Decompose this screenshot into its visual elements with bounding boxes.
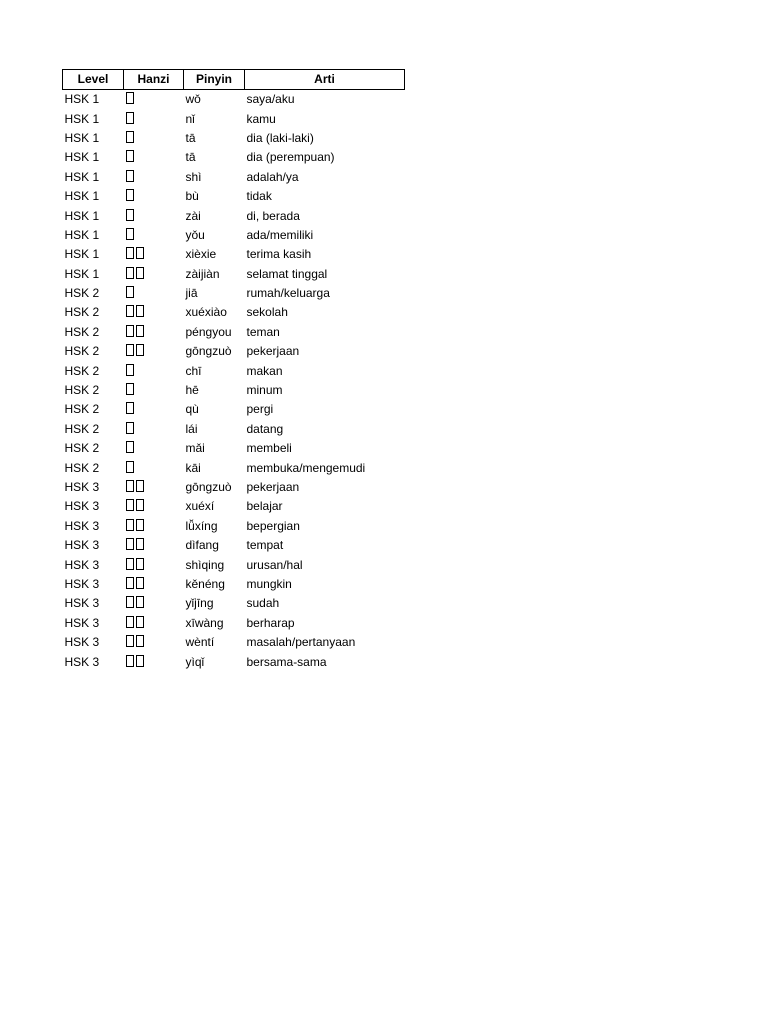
table-row xyxy=(63,361,405,380)
cell-level: HSK 1 xyxy=(64,227,100,242)
cell-pinyin: shìqing xyxy=(185,557,225,572)
cell-pinyin: yǐjīng xyxy=(185,596,214,611)
cell-hanzi xyxy=(124,381,184,400)
table-row xyxy=(63,497,405,516)
cell-level: HSK 2 xyxy=(64,383,100,398)
cell-level: HSK 3 xyxy=(64,635,100,650)
cell-hanzi xyxy=(124,575,184,594)
cell-arti: belajar xyxy=(246,499,283,514)
cell-arti: mungkin xyxy=(246,576,292,591)
table-row xyxy=(63,245,405,264)
cell-level: HSK 1 xyxy=(64,111,100,126)
cell-pinyin: yǒu xyxy=(185,227,205,242)
missing-glyph-box-icon xyxy=(126,422,134,434)
missing-glyph-box-icon xyxy=(126,519,134,531)
table-row xyxy=(63,148,405,167)
cell-pinyin: xièxie xyxy=(185,247,217,262)
table-row xyxy=(63,458,405,477)
cell-arti: rumah/keluarga xyxy=(246,286,330,301)
missing-glyph-box-icon xyxy=(126,325,134,337)
cell-level: HSK 2 xyxy=(64,460,100,475)
cell-level: HSK 1 xyxy=(64,266,100,281)
cell-pinyin: hē xyxy=(185,383,199,398)
cell-hanzi xyxy=(124,400,184,419)
missing-glyph-box-icon xyxy=(126,150,134,162)
missing-glyph-box-icon xyxy=(126,538,134,550)
cell-hanzi xyxy=(124,90,184,110)
cell-level: HSK 1 xyxy=(64,150,100,165)
table-row xyxy=(63,478,405,497)
cell-level: HSK 3 xyxy=(64,576,100,591)
missing-glyph-box-icon xyxy=(136,267,144,279)
cell-pinyin: kāi xyxy=(185,460,201,475)
table-row xyxy=(63,594,405,613)
cell-hanzi xyxy=(124,517,184,536)
cell-arti: di, berada xyxy=(246,208,300,223)
cell-pinyin: péngyou xyxy=(185,324,232,339)
cell-hanzi xyxy=(124,109,184,128)
column-header-arti: Arti xyxy=(245,70,405,90)
missing-glyph-box-icon xyxy=(126,655,134,667)
missing-glyph-box-icon xyxy=(126,499,134,511)
table-body xyxy=(63,90,405,672)
cell-pinyin: xīwàng xyxy=(185,615,224,630)
cell-level: HSK 3 xyxy=(64,654,100,669)
cell-arti: kamu xyxy=(246,111,276,126)
cell-hanzi xyxy=(124,420,184,439)
cell-arti: minum xyxy=(246,383,283,398)
table-row xyxy=(63,633,405,652)
cell-level: HSK 2 xyxy=(64,286,100,301)
cell-level: HSK 2 xyxy=(64,421,100,436)
missing-glyph-box-icon xyxy=(126,209,134,221)
cell-level: HSK 2 xyxy=(64,344,100,359)
cell-hanzi xyxy=(124,129,184,148)
table-row xyxy=(63,381,405,400)
cell-arti: tidak xyxy=(246,189,272,204)
cell-pinyin: zài xyxy=(185,208,201,223)
cell-pinyin: zàijiàn xyxy=(185,266,220,281)
cell-level: HSK 3 xyxy=(64,596,100,611)
cell-hanzi xyxy=(124,555,184,574)
cell-pinyin: yìqǐ xyxy=(185,654,205,669)
cell-level: HSK 1 xyxy=(64,169,100,184)
column-header-pinyin: Pinyin xyxy=(184,70,245,90)
cell-hanzi xyxy=(124,439,184,458)
table-row xyxy=(63,439,405,458)
cell-level: HSK 1 xyxy=(64,130,100,145)
cell-level: HSK 2 xyxy=(64,441,100,456)
cell-level: HSK 3 xyxy=(64,557,100,572)
cell-hanzi xyxy=(124,458,184,477)
missing-glyph-box-icon xyxy=(126,441,134,453)
cell-arti: selamat tinggal xyxy=(246,266,328,281)
table-row xyxy=(63,226,405,245)
cell-pinyin: bù xyxy=(185,189,199,204)
table-row xyxy=(63,109,405,128)
cell-level: HSK 2 xyxy=(64,363,100,378)
cell-level: HSK 1 xyxy=(64,208,100,223)
missing-glyph-box-icon xyxy=(126,305,134,317)
column-header-level: Level xyxy=(63,70,124,90)
missing-glyph-box-icon xyxy=(136,558,144,570)
table-row xyxy=(63,555,405,574)
missing-glyph-box-icon xyxy=(126,577,134,589)
table-row xyxy=(63,187,405,206)
table-row xyxy=(63,303,405,322)
cell-hanzi xyxy=(124,594,184,613)
missing-glyph-box-icon xyxy=(126,344,134,356)
table-row xyxy=(63,536,405,555)
missing-glyph-box-icon xyxy=(126,635,134,647)
table-row xyxy=(63,614,405,633)
cell-hanzi xyxy=(124,536,184,555)
cell-arti: pekerjaan xyxy=(246,480,300,494)
missing-glyph-box-icon xyxy=(136,635,144,647)
header-row xyxy=(63,70,405,90)
cell-level: HSK 3 xyxy=(64,518,100,533)
missing-glyph-box-icon xyxy=(136,499,144,511)
cell-pinyin: chī xyxy=(185,363,202,378)
missing-glyph-box-icon xyxy=(126,92,134,104)
missing-glyph-box-icon xyxy=(126,616,134,628)
table-row xyxy=(63,517,405,536)
cell-arti: pekerjaan xyxy=(246,344,300,359)
cell-pinyin: tā xyxy=(185,130,196,145)
cell-hanzi xyxy=(124,187,184,206)
cell-arti: saya/aku xyxy=(246,92,295,107)
cell-hanzi xyxy=(124,614,184,633)
cell-arti: membuka/mengemudi xyxy=(246,460,366,475)
table-row xyxy=(63,90,405,110)
cell-hanzi xyxy=(124,361,184,380)
cell-pinyin: gōngzuò xyxy=(185,344,232,359)
cell-arti: bersama-sama xyxy=(246,654,327,669)
cell-level: HSK 3 xyxy=(64,480,100,494)
missing-glyph-box-icon xyxy=(136,655,144,667)
cell-arti: terima kasih xyxy=(246,247,312,262)
cell-pinyin: tā xyxy=(185,150,196,165)
table-row xyxy=(63,323,405,342)
cell-level: HSK 2 xyxy=(64,324,100,339)
cell-hanzi xyxy=(124,168,184,187)
cell-hanzi xyxy=(124,148,184,167)
cell-arti: datang xyxy=(246,421,284,436)
cell-level: HSK 3 xyxy=(64,538,100,553)
cell-arti: teman xyxy=(246,324,280,339)
cell-pinyin: lái xyxy=(185,421,198,436)
cell-arti: berharap xyxy=(246,615,295,630)
cell-pinyin: lǚxíng xyxy=(185,518,218,533)
cell-pinyin: shì xyxy=(185,169,202,184)
cell-arti: membeli xyxy=(246,441,292,456)
cell-pinyin: xuéxí xyxy=(185,499,215,514)
table-row xyxy=(63,342,405,361)
cell-pinyin: wǒ xyxy=(185,92,201,107)
missing-glyph-box-icon xyxy=(136,538,144,550)
cell-hanzi xyxy=(124,652,184,671)
cell-pinyin: gōngzuò xyxy=(185,480,232,494)
cell-arti: ada/memiliki xyxy=(246,227,314,242)
cell-hanzi xyxy=(124,342,184,361)
table-row xyxy=(63,400,405,419)
cell-hanzi xyxy=(124,265,184,284)
cell-arti: dia (perempuan) xyxy=(246,150,335,165)
cell-level: HSK 3 xyxy=(64,499,100,514)
cell-arti: urusan/hal xyxy=(246,557,303,572)
table-row xyxy=(63,420,405,439)
missing-glyph-box-icon xyxy=(126,402,134,414)
cell-hanzi xyxy=(124,303,184,322)
cell-arti: tempat xyxy=(246,538,284,553)
missing-glyph-box-icon xyxy=(136,519,144,531)
cell-arti: makan xyxy=(246,363,283,378)
cell-hanzi xyxy=(124,284,184,303)
missing-glyph-box-icon xyxy=(126,247,134,259)
cell-arti: dia (laki-laki) xyxy=(246,130,314,145)
table-row xyxy=(63,265,405,284)
missing-glyph-box-icon xyxy=(136,480,144,492)
cell-arti: pergi xyxy=(246,402,274,417)
cell-arti: adalah/ya xyxy=(246,169,299,184)
table-row xyxy=(63,206,405,225)
missing-glyph-box-icon xyxy=(126,480,134,492)
missing-glyph-box-icon xyxy=(126,383,134,395)
missing-glyph-box-icon xyxy=(126,170,134,182)
missing-glyph-box-icon xyxy=(126,596,134,608)
cell-level: HSK 1 xyxy=(64,189,100,204)
cell-hanzi xyxy=(124,245,184,264)
table-row xyxy=(63,284,405,303)
missing-glyph-box-icon xyxy=(136,247,144,259)
missing-glyph-box-icon xyxy=(126,267,134,279)
table-row xyxy=(63,168,405,187)
table-row xyxy=(63,129,405,148)
cell-pinyin: nǐ xyxy=(185,111,195,126)
table-row xyxy=(63,652,405,671)
cell-level: HSK 1 xyxy=(64,92,100,107)
missing-glyph-box-icon xyxy=(126,286,134,298)
cell-pinyin: wèntí xyxy=(185,635,215,650)
cell-pinyin: dìfang xyxy=(185,538,219,553)
cell-level: HSK 3 xyxy=(64,615,100,630)
cell-pinyin: jiā xyxy=(185,286,198,301)
cell-hanzi xyxy=(124,497,184,516)
table-row xyxy=(63,575,405,594)
cell-arti: bepergian xyxy=(246,518,300,533)
cell-level: HSK 2 xyxy=(64,305,100,320)
cell-hanzi xyxy=(124,633,184,652)
cell-hanzi xyxy=(124,226,184,245)
missing-glyph-box-icon xyxy=(136,305,144,317)
missing-glyph-box-icon xyxy=(126,461,134,473)
cell-level: HSK 1 xyxy=(64,247,100,262)
missing-glyph-box-icon xyxy=(126,558,134,570)
missing-glyph-box-icon xyxy=(126,112,134,124)
missing-glyph-box-icon xyxy=(126,364,134,376)
missing-glyph-box-icon xyxy=(136,325,144,337)
cell-level: HSK 2 xyxy=(64,402,100,417)
missing-glyph-box-icon xyxy=(126,228,134,240)
missing-glyph-box-icon xyxy=(136,344,144,356)
cell-arti: masalah/pertanyaan xyxy=(246,635,356,650)
cell-arti: sudah xyxy=(246,596,280,611)
cell-pinyin: xuéxiào xyxy=(185,305,227,320)
cell-hanzi xyxy=(124,323,184,342)
cell-hanzi xyxy=(124,478,184,497)
missing-glyph-box-icon xyxy=(136,577,144,589)
column-header-hanzi: Hanzi xyxy=(124,70,184,90)
cell-arti: sekolah xyxy=(246,305,288,320)
missing-glyph-box-icon xyxy=(136,596,144,608)
spreadsheet-page xyxy=(62,69,405,672)
cell-hanzi xyxy=(124,206,184,225)
cell-pinyin: kěnéng xyxy=(185,576,225,591)
missing-glyph-box-icon xyxy=(126,131,134,143)
missing-glyph-box-icon xyxy=(136,616,144,628)
vocabulary-table xyxy=(62,69,405,672)
missing-glyph-box-icon xyxy=(126,189,134,201)
cell-pinyin: qù xyxy=(185,402,199,417)
cell-pinyin: mǎi xyxy=(185,441,205,456)
